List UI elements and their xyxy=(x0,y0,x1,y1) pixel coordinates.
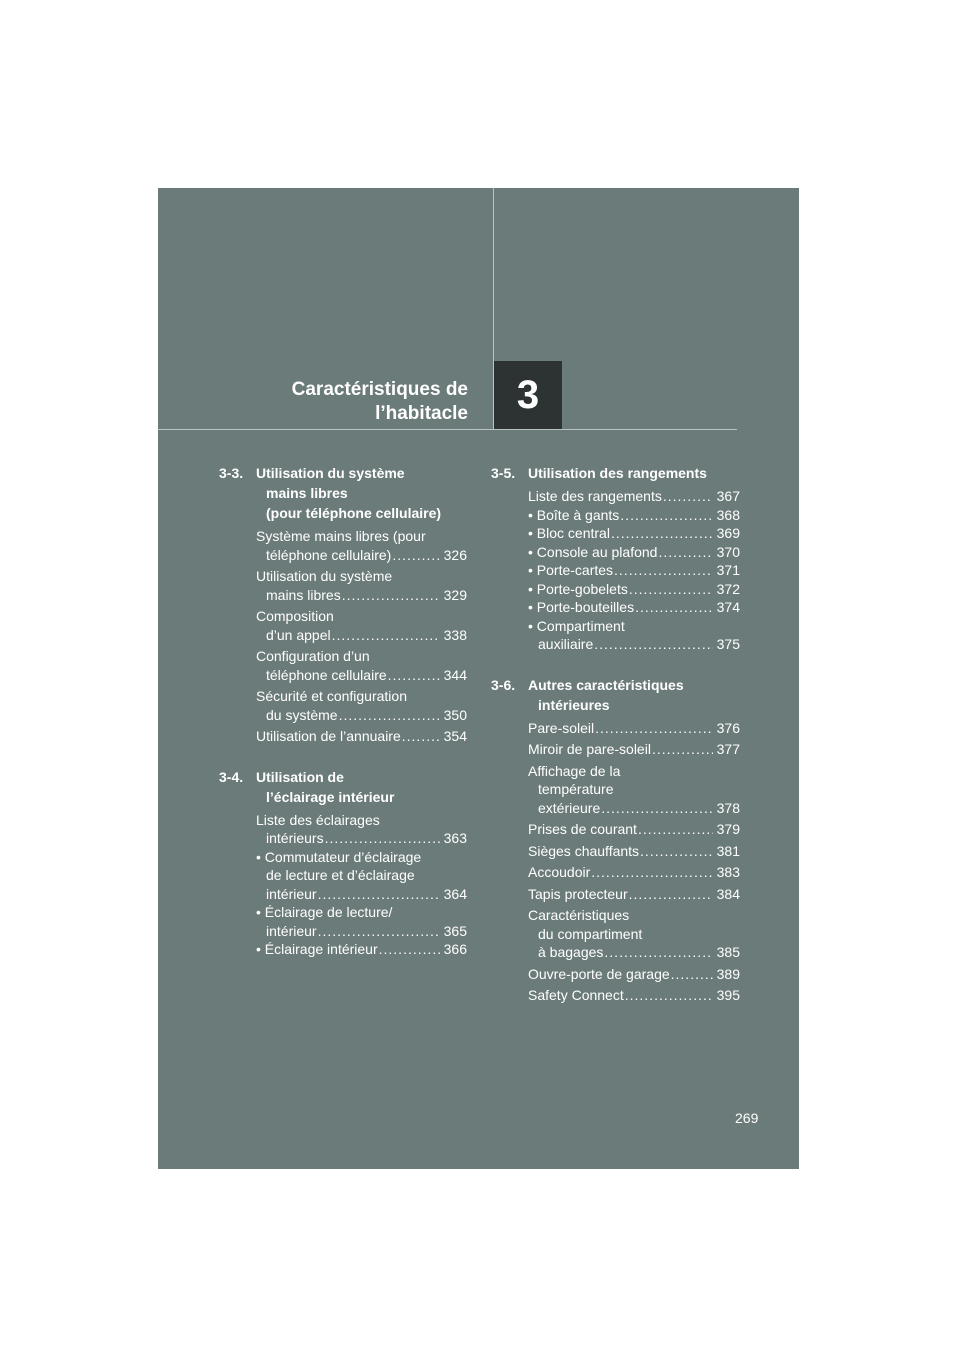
toc-entry[interactable] xyxy=(528,524,740,543)
entry-last-line xyxy=(256,940,467,959)
toc-section xyxy=(491,463,740,654)
entry-last-line xyxy=(256,546,467,565)
toc-entry[interactable] xyxy=(256,607,467,644)
section-number: 3-3. xyxy=(219,465,244,481)
section-heading xyxy=(219,767,467,807)
entry-label: Prises de courant xyxy=(528,821,637,837)
dot-leader xyxy=(658,543,712,562)
entry-page-number: 326 xyxy=(443,546,467,563)
entry-label: extérieure xyxy=(538,799,601,816)
dot-leader xyxy=(652,740,713,759)
entry-label: à bagages xyxy=(538,944,604,960)
toc-entry[interactable] xyxy=(528,986,740,1005)
section-title-line: intérieures xyxy=(538,696,610,713)
entry-last-line xyxy=(528,719,740,738)
entry-last-line xyxy=(256,706,467,725)
entry-last-line xyxy=(528,740,740,759)
section-heading xyxy=(491,675,740,715)
entry-last-line xyxy=(528,863,740,882)
entry-text-line: Affichage de la xyxy=(528,762,621,779)
dot-leader xyxy=(629,885,713,904)
entry-page-number: 329 xyxy=(443,586,467,603)
dot-leader xyxy=(629,580,713,599)
entry-page-number: 395 xyxy=(716,987,740,1003)
toc-entry[interactable] xyxy=(256,903,467,940)
dot-leader xyxy=(635,598,713,617)
entry-last-line xyxy=(256,829,467,848)
dot-leader xyxy=(625,986,713,1005)
dot-leader xyxy=(325,829,440,848)
entry-page-number: 376 xyxy=(716,719,740,736)
entry-text-line: Liste des éclairages xyxy=(256,811,380,828)
dot-leader xyxy=(601,799,712,818)
toc-entry[interactable] xyxy=(256,567,467,604)
entry-last-line xyxy=(528,487,740,506)
entry-last-line xyxy=(528,799,740,818)
entry-last-line xyxy=(256,922,467,941)
entry-last-line xyxy=(256,626,467,645)
toc-entry[interactable] xyxy=(528,820,740,839)
entry-last-line xyxy=(256,885,467,904)
dot-leader xyxy=(379,940,440,959)
entry-last-line xyxy=(256,666,467,685)
toc-entry[interactable] xyxy=(528,906,740,962)
toc-entry[interactable] xyxy=(528,487,740,506)
entry-page-number: 377 xyxy=(716,741,740,757)
entry-label: Miroir de pare-soleil xyxy=(528,741,651,757)
entry-label: • Éclairage intérieur xyxy=(256,941,378,957)
toc-entry[interactable] xyxy=(528,719,740,738)
toc-entry[interactable] xyxy=(528,740,740,759)
dot-leader xyxy=(638,820,713,839)
dot-leader xyxy=(594,635,712,654)
entry-page-number: 381 xyxy=(716,842,740,859)
chapter-number: 3 xyxy=(516,372,540,417)
entry-page-number: 378 xyxy=(716,799,740,816)
toc-entry[interactable] xyxy=(528,842,740,861)
section-title-line: Utilisation de xyxy=(256,768,344,785)
toc-section xyxy=(219,463,467,746)
entry-page-number: 370 xyxy=(716,543,740,560)
toc-entry[interactable] xyxy=(256,848,467,904)
toc-entry[interactable] xyxy=(528,863,740,882)
entry-last-line xyxy=(528,820,740,839)
entry-label: Utilisation de l’annuaire xyxy=(256,728,401,744)
entry-last-line xyxy=(528,885,740,904)
toc-entry[interactable] xyxy=(256,527,467,564)
section-title-line: Utilisation du système xyxy=(256,465,405,481)
entry-page-number: 379 xyxy=(716,821,740,837)
entry-list xyxy=(219,527,467,746)
entry-last-line xyxy=(528,561,740,580)
entry-page-number: 384 xyxy=(716,885,740,902)
entry-label: auxiliaire xyxy=(538,636,594,652)
entry-last-line xyxy=(528,635,740,654)
toc-right-column xyxy=(491,463,740,1026)
entry-label: d’un appel xyxy=(266,626,331,643)
entry-label: du système xyxy=(266,706,338,723)
toc-entry[interactable] xyxy=(528,561,740,580)
section-title-line: l’éclairage intérieur xyxy=(266,788,395,805)
dot-leader xyxy=(591,863,712,882)
entry-page-number: 364 xyxy=(443,885,467,902)
entry-page-number: 389 xyxy=(716,965,740,982)
dot-leader xyxy=(318,885,440,904)
entry-list xyxy=(491,487,740,654)
toc-entry[interactable] xyxy=(528,885,740,904)
dot-leader xyxy=(388,666,440,685)
entry-label: • Console au plafond xyxy=(528,543,658,560)
entry-label: • Porte-cartes xyxy=(528,562,614,578)
entry-page-number: 368 xyxy=(716,506,740,523)
entry-text-line: • Éclairage de lecture/ xyxy=(256,904,393,920)
section-title-line: mains libres xyxy=(266,485,348,501)
entry-list xyxy=(219,811,467,959)
entry-last-line xyxy=(528,943,740,962)
entry-page-number: 344 xyxy=(443,666,467,683)
toc-section xyxy=(219,767,467,959)
section-heading xyxy=(219,463,467,523)
entry-last-line xyxy=(528,580,740,599)
entry-last-line xyxy=(528,986,740,1005)
entry-page-number: 375 xyxy=(716,636,740,652)
entry-page-number: 385 xyxy=(716,944,740,960)
toc-entry[interactable] xyxy=(528,580,740,599)
toc-entry[interactable] xyxy=(528,506,740,525)
toc-entry[interactable] xyxy=(256,687,467,724)
dot-leader xyxy=(663,487,713,506)
dot-leader xyxy=(392,546,439,565)
entry-page-number: 350 xyxy=(443,706,467,723)
section-number: 3-6. xyxy=(491,676,516,693)
entry-label: téléphone cellulaire xyxy=(266,666,387,683)
entry-text-line: température xyxy=(538,781,614,797)
entry-page-number: 365 xyxy=(443,922,467,939)
section-title-line: Autres caractéristiques xyxy=(528,676,684,693)
dot-leader xyxy=(342,586,440,605)
chapter-title-line1: Caractéristiques de xyxy=(291,379,468,400)
toc-entry[interactable] xyxy=(256,727,467,746)
entry-page-number: 366 xyxy=(443,941,467,957)
entry-label: Ouvre-porte de garage xyxy=(528,965,670,982)
entry-last-line xyxy=(256,727,467,746)
toc-entry[interactable] xyxy=(528,617,740,654)
entry-text-line: Composition xyxy=(256,608,334,624)
toc-section xyxy=(491,675,740,1005)
chapter-title xyxy=(292,378,468,426)
section-number: 3-5. xyxy=(491,465,516,481)
entry-label: intérieur xyxy=(266,885,317,902)
entry-label: Sièges chauffants xyxy=(528,842,640,859)
chapter-number-tab xyxy=(494,361,562,429)
entry-label: Pare-soleil xyxy=(528,719,595,736)
chapter-title-line2: l’habitacle xyxy=(375,403,468,424)
entry-last-line xyxy=(528,965,740,984)
entry-last-line xyxy=(256,586,467,605)
toc-entry[interactable] xyxy=(528,598,740,617)
dot-leader xyxy=(332,626,440,645)
entry-list xyxy=(491,719,740,1005)
entry-label: Tapis protecteur xyxy=(528,885,628,902)
entry-last-line xyxy=(528,506,740,525)
entry-last-line xyxy=(528,524,740,543)
entry-page-number: 383 xyxy=(716,864,740,880)
entry-text-line: • Commutateur d’éclairage xyxy=(256,848,422,865)
entry-label: • Boîte à gants xyxy=(528,506,620,523)
entry-label: • Porte-gobelets xyxy=(528,580,628,597)
entry-label: intérieur xyxy=(266,922,317,939)
entry-label: téléphone cellulaire) xyxy=(266,546,392,563)
entry-label: • Porte-bouteilles xyxy=(528,599,635,615)
dot-leader xyxy=(604,943,712,962)
dot-leader xyxy=(614,561,713,580)
toc-left-column xyxy=(219,463,467,980)
dot-leader xyxy=(402,727,440,746)
dot-leader xyxy=(318,922,440,941)
entry-last-line xyxy=(528,842,740,861)
toc-entry[interactable] xyxy=(256,811,467,848)
toc-entry[interactable] xyxy=(256,647,467,684)
entry-page-number: 371 xyxy=(716,562,740,578)
entry-text-line: de lecture et d’éclairage xyxy=(266,867,415,883)
entry-text-line: Configuration d’un xyxy=(256,648,370,664)
toc-entry[interactable] xyxy=(256,940,467,959)
page-number: 269 xyxy=(735,1110,759,1126)
entry-text-line: • Compartiment xyxy=(528,617,625,634)
entry-text-line: Système mains libres (pour xyxy=(256,528,426,544)
entry-label: intérieurs xyxy=(266,830,324,846)
entry-text-line: du compartiment xyxy=(538,925,643,942)
entry-last-line xyxy=(528,598,740,617)
dot-leader xyxy=(620,506,712,525)
dot-leader xyxy=(640,842,713,861)
entry-page-number: 369 xyxy=(716,525,740,541)
entry-label: Safety Connect xyxy=(528,987,624,1003)
entry-page-number: 338 xyxy=(443,626,467,643)
entry-page-number: 363 xyxy=(443,830,467,846)
section-title-line: Utilisation des rangements xyxy=(528,465,707,481)
dot-leader xyxy=(595,719,713,738)
section-heading xyxy=(491,463,740,483)
entry-page-number: 372 xyxy=(716,580,740,597)
entry-text-line: Sécurité et configuration xyxy=(256,688,407,704)
toc-entry[interactable] xyxy=(528,543,740,562)
entry-label: mains libres xyxy=(266,586,341,603)
dot-leader xyxy=(671,965,713,984)
entry-last-line xyxy=(528,543,740,562)
entry-label: Liste des rangements xyxy=(528,488,662,504)
section-number: 3-4. xyxy=(219,768,244,785)
dot-leader xyxy=(339,706,440,725)
entry-label: • Bloc central xyxy=(528,525,610,541)
entry-text-line: Caractéristiques xyxy=(528,907,630,923)
toc-entry[interactable] xyxy=(528,762,740,818)
dot-leader xyxy=(611,524,713,543)
entry-page-number: 354 xyxy=(443,728,467,744)
entry-page-number: 367 xyxy=(716,488,740,504)
toc-entry[interactable] xyxy=(528,965,740,984)
entry-text-line: Utilisation du système xyxy=(256,568,393,584)
header-divider-horizontal xyxy=(158,429,737,430)
section-title-line: (pour téléphone cellulaire) xyxy=(266,505,442,521)
entry-label: Accoudoir xyxy=(528,864,591,880)
entry-page-number: 374 xyxy=(716,599,740,615)
